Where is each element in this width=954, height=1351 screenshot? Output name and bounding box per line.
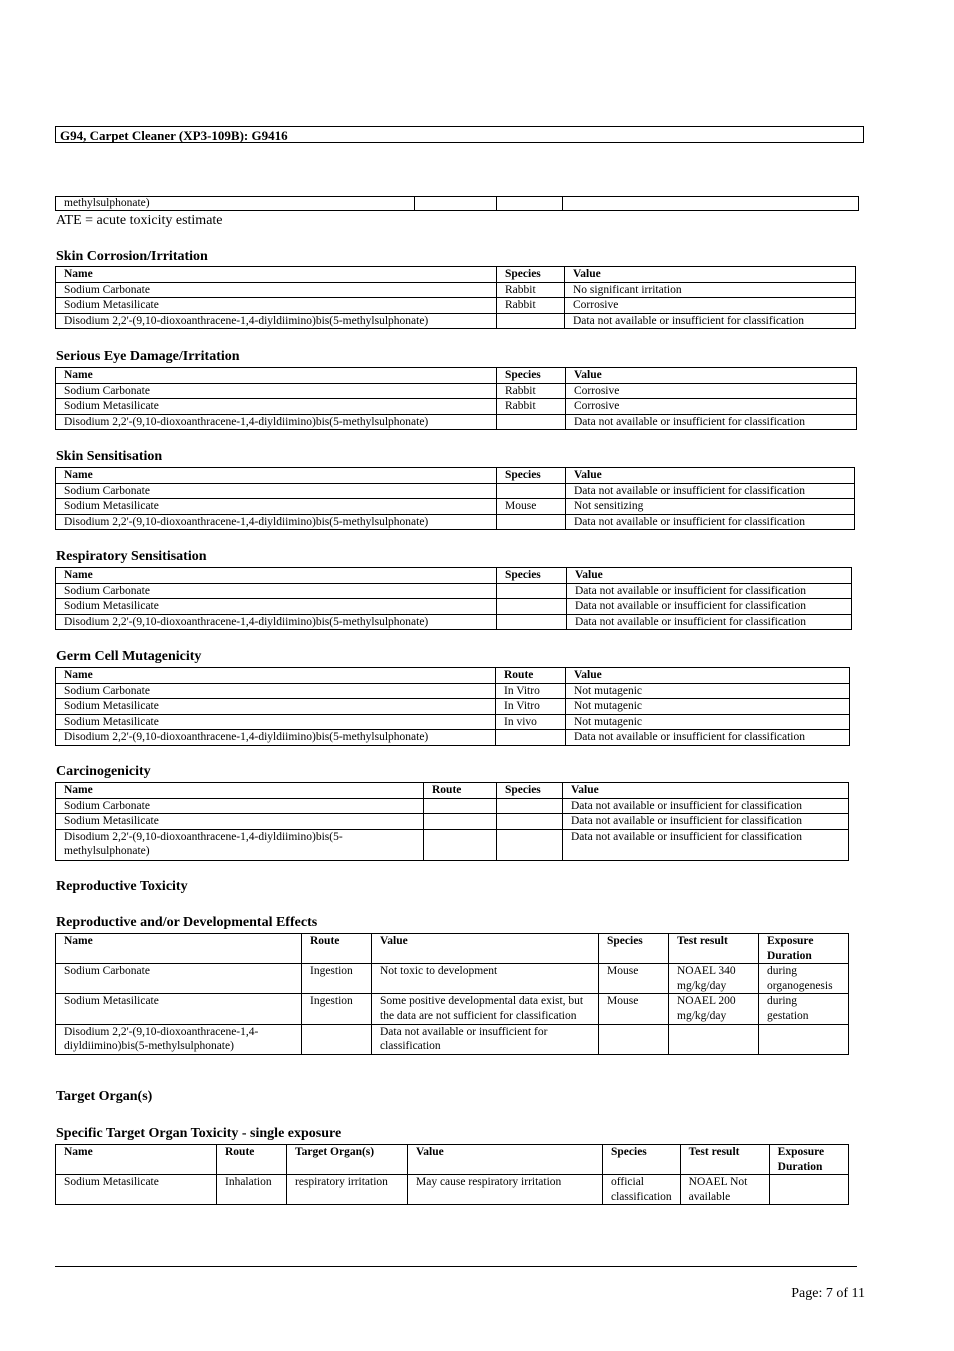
table-row <box>56 964 849 994</box>
table-cell <box>599 1024 669 1054</box>
table-cell: Mouse <box>497 499 566 515</box>
table-cell <box>497 313 565 329</box>
table-row <box>56 514 855 530</box>
column-header: Target Organ(s) <box>287 1145 408 1175</box>
table-cell <box>563 197 859 211</box>
column-header: Species <box>599 934 669 964</box>
table-header-row <box>56 568 852 584</box>
table-cell: Mouse <box>599 964 669 994</box>
table-cell <box>497 599 567 615</box>
column-header: Value <box>566 468 855 484</box>
table-cell: NOAEL 200 mg/kg/day <box>669 994 759 1024</box>
table-header-row <box>56 783 849 799</box>
column-header: Species <box>497 783 563 799</box>
table-cell: Sodium Carbonate <box>56 798 424 814</box>
table-cell: Disodium 2,2'-(9,10-dioxoanthracene-1,4-diyldiimino)bis(5-methylsulphonate) <box>56 829 424 860</box>
column-header: Exposure Duration <box>759 934 849 964</box>
table-cell: Data not available or insufficient for classification <box>563 798 849 814</box>
table-cell <box>497 829 563 860</box>
table-cell <box>424 814 497 830</box>
table-row <box>56 399 857 415</box>
table-cell: Sodium Carbonate <box>56 483 497 499</box>
section-title-eye-damage: Serious Eye Damage/Irritation <box>56 349 240 364</box>
column-header: Value <box>563 783 849 799</box>
stot-single-table <box>55 1144 849 1205</box>
column-header: Species <box>497 267 565 283</box>
table-row <box>56 994 849 1024</box>
footer-divider <box>55 1266 857 1267</box>
column-header: Name <box>56 568 497 584</box>
table-row <box>56 730 850 746</box>
column-header: Species <box>603 1145 681 1175</box>
table-cell <box>497 197 563 211</box>
table-cell: official classification <box>603 1175 681 1205</box>
table-cell: Sodium Metasilicate <box>56 994 302 1024</box>
column-header: Route <box>424 783 497 799</box>
column-header: Route <box>496 668 566 684</box>
table-cell: Sodium Metasilicate <box>56 1175 217 1205</box>
table-cell: Not mutagenic <box>566 714 850 730</box>
table-cell: Sodium Metasilicate <box>56 599 497 615</box>
table-row <box>56 798 849 814</box>
ate-note: ATE = acute toxicity estimate <box>56 213 223 228</box>
column-header: Name <box>56 1145 217 1175</box>
table-cell: Disodium 2,2'-(9,10-dioxoanthracene-1,4-diyldiimino)bis(5-methylsulphonate) <box>56 313 497 329</box>
column-header: Species <box>497 568 567 584</box>
table-header-row <box>56 368 857 384</box>
section-title-mutagenicity: Germ Cell Mutagenicity <box>56 649 202 664</box>
column-header: Value <box>566 668 850 684</box>
table-cell: Data not available or insufficient for classification <box>563 814 849 830</box>
table-cell: Data not available or insufficient for classification <box>566 730 850 746</box>
column-header: Name <box>56 668 496 684</box>
section-title-target-organs: Target Organ(s) <box>56 1089 153 1104</box>
column-header: Value <box>565 267 856 283</box>
section-title-stot-single: Specific Target Organ Toxicity - single exposure <box>56 1126 342 1141</box>
table-cell: Disodium 2,2'-(9,10-dioxoanthracene-1,4-diyldiimino)bis(5-methylsulphonate) <box>56 730 496 746</box>
table-row <box>56 282 856 298</box>
column-header: Value <box>567 568 852 584</box>
table-cell: No significant irritation <box>565 282 856 298</box>
continuation-table <box>55 196 859 211</box>
table-cell: May cause respiratory irritation <box>408 1175 603 1205</box>
table-cell: In vivo <box>496 714 566 730</box>
table-header-row <box>56 468 855 484</box>
table-cell <box>497 583 567 599</box>
table-row <box>56 197 859 211</box>
table-header-row <box>56 934 849 964</box>
table-row <box>56 483 855 499</box>
table-cell <box>497 514 566 530</box>
table-cell: Data not available or insufficient for classification <box>567 614 852 630</box>
table-header-row <box>56 668 850 684</box>
document-header-title: G94, Carpet Cleaner (XP3-109B): G9416 <box>55 126 864 143</box>
table-cell: Sodium Metasilicate <box>56 699 496 715</box>
table-cell: Data not available or insufficient for classification <box>567 583 852 599</box>
table-row <box>56 683 850 699</box>
table-cell: Inhalation <box>217 1175 287 1205</box>
table-cell <box>497 483 566 499</box>
table-cell: Rabbit <box>497 399 566 415</box>
table-row <box>56 814 849 830</box>
table-cell: In Vitro <box>496 699 566 715</box>
table-header-row <box>56 267 856 283</box>
column-header: Exposure Duration <box>769 1145 848 1175</box>
table-cell: Not toxic to development <box>372 964 599 994</box>
table-cell <box>759 1024 849 1054</box>
page-number: Page: 7 of 11 <box>791 1286 865 1301</box>
section-title-respiratory-sensitisation: Respiratory Sensitisation <box>56 549 207 564</box>
column-header: Route <box>302 934 372 964</box>
table-cell: Data not available or insufficient for classification <box>566 483 855 499</box>
table-cell: Data not available or insufficient for classification <box>566 414 857 430</box>
carcinogenicity-table <box>55 782 849 861</box>
table-cell: Not mutagenic <box>566 683 850 699</box>
table-cell: Sodium Metasilicate <box>56 499 497 515</box>
column-header: Route <box>217 1145 287 1175</box>
table-cell: Disodium 2,2'-(9,10-dioxoanthracene-1,4-diyldiimino)bis(5-methylsulphonate) <box>56 514 497 530</box>
table-cell: In Vitro <box>496 683 566 699</box>
table-cell: Corrosive <box>565 298 856 314</box>
eye-damage-table <box>55 367 857 430</box>
table-cell <box>497 798 563 814</box>
table-cell: Sodium Metasilicate <box>56 399 497 415</box>
table-row <box>56 614 852 630</box>
table-cell: Sodium Carbonate <box>56 282 497 298</box>
table-row <box>56 714 850 730</box>
column-header: Name <box>56 468 497 484</box>
table-cell: methylsulphonate) <box>56 197 415 211</box>
table-cell: Disodium 2,2'-(9,10-dioxoanthracene-1,4-diyldiimino)bis(5-methylsulphonate) <box>56 414 497 430</box>
table-cell: Rabbit <box>497 383 566 399</box>
column-header: Value <box>408 1145 603 1175</box>
table-cell: Disodium 2,2'-(9,10-dioxoanthracene-1,4-diyldiimino)bis(5-methylsulphonate) <box>56 1024 302 1054</box>
column-header: Species <box>497 468 566 484</box>
table-cell: Ingestion <box>302 994 372 1024</box>
table-row <box>56 599 852 615</box>
table-cell <box>415 197 497 211</box>
column-header: Species <box>497 368 566 384</box>
table-row <box>56 383 857 399</box>
table-cell <box>497 814 563 830</box>
section-title-skin-corrosion: Skin Corrosion/Irritation <box>56 249 208 264</box>
section-title-reproductive-effects: Reproductive and/or Developmental Effects <box>56 915 318 930</box>
table-cell: Not mutagenic <box>566 699 850 715</box>
table-cell: Sodium Metasilicate <box>56 814 424 830</box>
table-cell: Some positive developmental data exist, but the data are not sufficient for classification <box>372 994 599 1024</box>
table-cell: Not sensitizing <box>566 499 855 515</box>
table-cell: Data not available or insufficient for classification <box>565 313 856 329</box>
table-row <box>56 829 849 860</box>
table-row <box>56 1175 849 1205</box>
table-cell: Data not available or insufficient for classification <box>566 514 855 530</box>
column-header: Name <box>56 267 497 283</box>
column-header: Name <box>56 783 424 799</box>
column-header: Name <box>56 934 302 964</box>
column-header: Test result <box>680 1145 769 1175</box>
mutagenicity-table <box>55 667 850 746</box>
table-cell: during gestation <box>759 994 849 1024</box>
table-cell <box>497 614 567 630</box>
table-cell: Data not available or insufficient for classification <box>567 599 852 615</box>
table-cell: Sodium Carbonate <box>56 683 496 699</box>
table-cell: Mouse <box>599 994 669 1024</box>
column-header: Test result <box>669 934 759 964</box>
table-cell <box>769 1175 848 1205</box>
table-row <box>56 499 855 515</box>
column-header: Value <box>566 368 857 384</box>
table-cell <box>497 414 566 430</box>
table-cell: Corrosive <box>566 383 857 399</box>
section-title-reproductive-toxicity: Reproductive Toxicity <box>56 879 188 894</box>
section-title-skin-sensitisation: Skin Sensitisation <box>56 449 163 464</box>
table-cell <box>669 1024 759 1054</box>
table-cell: NOAEL 340 mg/kg/day <box>669 964 759 994</box>
table-cell: Rabbit <box>497 282 565 298</box>
column-header: Name <box>56 368 497 384</box>
table-cell: Disodium 2,2'-(9,10-dioxoanthracene-1,4-diyldiimino)bis(5-methylsulphonate) <box>56 614 497 630</box>
table-cell <box>424 798 497 814</box>
table-cell: respiratory irritation <box>287 1175 408 1205</box>
reproductive-effects-table <box>55 933 849 1055</box>
table-cell: Corrosive <box>566 399 857 415</box>
table-row <box>56 313 856 329</box>
table-cell: Sodium Metasilicate <box>56 298 497 314</box>
table-cell: Sodium Metasilicate <box>56 714 496 730</box>
table-cell: Data not available or insufficient for classification <box>563 829 849 860</box>
table-cell <box>496 730 566 746</box>
table-row <box>56 699 850 715</box>
table-row <box>56 414 857 430</box>
table-cell <box>424 829 497 860</box>
table-cell: NOAEL Not available <box>680 1175 769 1205</box>
table-cell <box>302 1024 372 1054</box>
table-row <box>56 583 852 599</box>
table-cell: Rabbit <box>497 298 565 314</box>
table-header-row <box>56 1145 849 1175</box>
table-cell: Ingestion <box>302 964 372 994</box>
table-cell: Sodium Carbonate <box>56 583 497 599</box>
skin-sensitisation-table <box>55 467 855 530</box>
table-cell: during organogenesis <box>759 964 849 994</box>
respiratory-sensitisation-table <box>55 567 852 630</box>
table-cell: Data not available or insufficient for classification <box>372 1024 599 1054</box>
table-cell: Sodium Carbonate <box>56 383 497 399</box>
table-row <box>56 1024 849 1054</box>
section-title-carcinogenicity: Carcinogenicity <box>56 764 151 779</box>
skin-corrosion-table <box>55 266 856 329</box>
column-header: Value <box>372 934 599 964</box>
table-row <box>56 298 856 314</box>
table-cell: Sodium Carbonate <box>56 964 302 994</box>
